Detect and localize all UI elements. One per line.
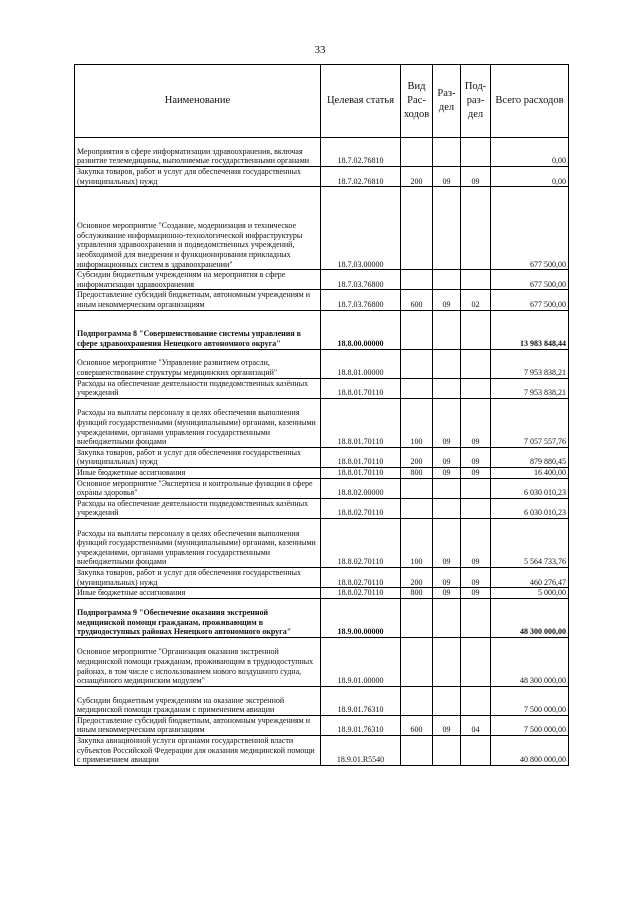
row-subsection: 09 xyxy=(461,167,491,187)
row-subsection xyxy=(461,498,491,518)
row-target-article: 18.8.01.70110 xyxy=(321,467,401,478)
row-section: 09 xyxy=(433,167,461,187)
row-subsection: 09 xyxy=(461,467,491,478)
row-name: Предоставление субсидий бюджетным, автономным учреждениям и иным некоммерческим организациям xyxy=(75,290,321,310)
table-row xyxy=(75,715,569,735)
row-name: Закупка авиационной услуги органами государственной власти субъектов Российской Федерации для оказания медицинской помощи с применением авиации xyxy=(75,735,321,765)
row-target-article: 18.8.02.70110 xyxy=(321,518,401,567)
row-target-article: 18.9.01.76310 xyxy=(321,715,401,735)
row-subsection: 09 xyxy=(461,588,491,599)
row-name: Субсидии бюджетным учреждениям на мероприятия в сфере информатизации здравоохранения xyxy=(75,270,321,290)
page-number: 33 xyxy=(314,44,326,56)
row-target-article: 18.8.01.70110 xyxy=(321,447,401,467)
row-target-article: 18.8.01.70110 xyxy=(321,398,401,447)
row-total: 677 500,00 xyxy=(491,270,569,290)
table-row xyxy=(75,349,569,378)
row-subsection: 09 xyxy=(461,398,491,447)
row-target-article: 18.9.00.00000 xyxy=(321,598,401,637)
row-expense-type: 100 xyxy=(401,398,433,447)
row-subsection: 09 xyxy=(461,567,491,587)
row-expense-type: 100 xyxy=(401,518,433,567)
row-name: Закупка товаров, работ и услуг для обеспечения государственных (муниципальных) нужд xyxy=(75,567,321,587)
header-total: Всего расходов xyxy=(491,65,569,138)
table-row xyxy=(75,187,569,270)
row-expense-type xyxy=(401,270,433,290)
row-section: 09 xyxy=(433,398,461,447)
row-name: Иные бюджетные ассигнования xyxy=(75,588,321,599)
row-subsection: 04 xyxy=(461,715,491,735)
row-expense-type: 600 xyxy=(401,290,433,310)
row-section: 09 xyxy=(433,567,461,587)
header-expense-type: Вид Рас- ходов xyxy=(401,65,433,138)
row-subsection xyxy=(461,270,491,290)
row-expense-type xyxy=(401,598,433,637)
row-total: 16 400,00 xyxy=(491,467,569,478)
row-section: 09 xyxy=(433,467,461,478)
row-expense-type xyxy=(401,498,433,518)
row-name: Расходы на выплаты персоналу в целях обеспечения выполнения функций государственными (муниципальными) органами, казенными учреждениями, органами управления государственными внебюджетными фондами xyxy=(75,518,321,567)
header-name: Наименование xyxy=(75,65,321,138)
row-section: 09 xyxy=(433,447,461,467)
row-total: 6 030 010,23 xyxy=(491,478,569,498)
row-total: 5 000,00 xyxy=(491,588,569,599)
table-header xyxy=(75,65,569,138)
row-subsection: 09 xyxy=(461,447,491,467)
row-total: 0,00 xyxy=(491,167,569,187)
row-total: 5 564 733,76 xyxy=(491,518,569,567)
row-total: 0,00 xyxy=(491,138,569,167)
table-row xyxy=(75,167,569,187)
table-row xyxy=(75,478,569,498)
row-section xyxy=(433,187,461,270)
row-target-article: 18.7.03.76800 xyxy=(321,270,401,290)
row-total: 879 880,45 xyxy=(491,447,569,467)
row-section xyxy=(433,498,461,518)
table-row xyxy=(75,310,569,349)
row-expense-type: 200 xyxy=(401,447,433,467)
row-name: Расходы на обеспечение деятельности подведомственных казённых учреждений xyxy=(75,378,321,398)
row-name: Подпрограмма 9 "Обеспечение оказания экстренной медицинской помощи гражданам, проживающим в труднодоступных районах Ненецкого автономного округа" xyxy=(75,598,321,637)
row-section xyxy=(433,637,461,686)
row-expense-type xyxy=(401,637,433,686)
row-name: Расходы на обеспечение деятельности подведомственных казённых учреждений xyxy=(75,498,321,518)
row-section: 09 xyxy=(433,588,461,599)
row-target-article: 18.8.02.70110 xyxy=(321,588,401,599)
row-target-article: 18.7.02.76810 xyxy=(321,167,401,187)
row-name: Основное мероприятие "Экспертиза и контрольные функции в сфере охраны здоровья" xyxy=(75,478,321,498)
row-total: 13 983 848,44 xyxy=(491,310,569,349)
row-expense-type: 800 xyxy=(401,467,433,478)
table-row xyxy=(75,598,569,637)
header-subsection: Под- раз- дел xyxy=(461,65,491,138)
row-target-article: 18.8.00.00000 xyxy=(321,310,401,349)
row-section: 09 xyxy=(433,290,461,310)
row-expense-type xyxy=(401,378,433,398)
table-row xyxy=(75,686,569,715)
row-section xyxy=(433,378,461,398)
row-name: Закупка товаров, работ и услуг для обеспечения государственных (муниципальных) нужд xyxy=(75,167,321,187)
table-row xyxy=(75,398,569,447)
row-subsection xyxy=(461,349,491,378)
row-total: 48 300 000,00 xyxy=(491,598,569,637)
row-name: Подпрограмма 8 "Совершенствование системы управления в сфере здравоохранения Ненецкого автономного округа" xyxy=(75,310,321,349)
row-section: 09 xyxy=(433,518,461,567)
row-subsection: 02 xyxy=(461,290,491,310)
row-subsection xyxy=(461,735,491,765)
row-target-article: 18.8.02.00000 xyxy=(321,478,401,498)
row-total: 460 276,47 xyxy=(491,567,569,587)
table-row xyxy=(75,467,569,478)
row-subsection xyxy=(461,686,491,715)
row-subsection: 09 xyxy=(461,518,491,567)
row-target-article: 18.7.02.76810 xyxy=(321,138,401,167)
row-total: 7 500 000,00 xyxy=(491,715,569,735)
row-name: Расходы на выплаты персоналу в целях обеспечения выполнения функций государственными (муниципальными) органами, казенными учреждениями, органами управления государственными внебюджетными фондами xyxy=(75,398,321,447)
row-expense-type: 200 xyxy=(401,567,433,587)
row-subsection xyxy=(461,138,491,167)
row-name: Закупка товаров, работ и услуг для обеспечения государственных (муниципальных) нужд xyxy=(75,447,321,467)
row-section xyxy=(433,686,461,715)
row-name: Предоставление субсидий бюджетным, автономным учреждениям и иным некоммерческим организациям xyxy=(75,715,321,735)
row-expense-type: 600 xyxy=(401,715,433,735)
row-target-article: 18.9.01.R5540 xyxy=(321,735,401,765)
row-expense-type xyxy=(401,735,433,765)
row-name: Основное мероприятие "Управление развитием отрасли, совершенствование структуры медицинских организаций" xyxy=(75,349,321,378)
row-section xyxy=(433,735,461,765)
row-expense-type xyxy=(401,686,433,715)
row-name: Мероприятия в сфере информатизации здравоохранения, включая развитие телемедицины, выполняемые государственными органами xyxy=(75,138,321,167)
row-target-article: 18.7.03.76800 xyxy=(321,290,401,310)
row-section xyxy=(433,349,461,378)
header-target-article: Целевая статья xyxy=(321,65,401,138)
row-expense-type: 800 xyxy=(401,588,433,599)
row-section xyxy=(433,478,461,498)
table-row xyxy=(75,735,569,765)
row-target-article: 18.9.01.00000 xyxy=(321,637,401,686)
header-section: Раз- дел xyxy=(433,65,461,138)
table-row xyxy=(75,138,569,167)
table-row xyxy=(75,518,569,567)
row-subsection xyxy=(461,187,491,270)
row-subsection xyxy=(461,310,491,349)
table-row xyxy=(75,498,569,518)
row-total: 6 030 010,23 xyxy=(491,498,569,518)
row-target-article: 18.8.01.70110 xyxy=(321,378,401,398)
row-target-article: 18.8.02.70110 xyxy=(321,498,401,518)
table-body xyxy=(75,138,569,766)
row-total: 7 953 838,21 xyxy=(491,349,569,378)
row-target-article: 18.8.02.70110 xyxy=(321,567,401,587)
row-section xyxy=(433,138,461,167)
table-row xyxy=(75,378,569,398)
row-total: 7 500 000,00 xyxy=(491,686,569,715)
table-row xyxy=(75,637,569,686)
row-total: 7 953 838,21 xyxy=(491,378,569,398)
row-section xyxy=(433,598,461,637)
row-subsection xyxy=(461,598,491,637)
row-section xyxy=(433,310,461,349)
row-section: 09 xyxy=(433,715,461,735)
row-name: Субсидии бюджетным учреждениям на оказание экстренной медицинской помощи гражданам с применением авиации xyxy=(75,686,321,715)
row-expense-type xyxy=(401,310,433,349)
row-section xyxy=(433,270,461,290)
row-name: Основное мероприятие "Организация оказания экстренной медицинской помощи гражданам, проживающим в труднодоступных районах, в том числе с использованием нового воздушного судна, оснащённого медицинским модулем" xyxy=(75,637,321,686)
row-expense-type xyxy=(401,138,433,167)
row-total: 48 300 000,00 xyxy=(491,637,569,686)
row-expense-type: 200 xyxy=(401,167,433,187)
row-name: Основное мероприятие "Создание, модернизация и техническое обслуживание информационно-технологической инфраструктуры управления здравоохранения и подведомственных учреждений, необходимой для внедрения и функционирования прикладных информационных систем в здравоохранении" xyxy=(75,187,321,270)
row-total: 677 500,00 xyxy=(491,290,569,310)
table-row xyxy=(75,588,569,599)
row-expense-type xyxy=(401,478,433,498)
row-total: 40 800 000,00 xyxy=(491,735,569,765)
row-subsection xyxy=(461,637,491,686)
row-expense-type xyxy=(401,349,433,378)
row-total: 677 500,00 xyxy=(491,187,569,270)
budget-table xyxy=(74,64,569,766)
table-row xyxy=(75,270,569,290)
row-subsection xyxy=(461,378,491,398)
row-total: 7 057 557,76 xyxy=(491,398,569,447)
row-name: Иные бюджетные ассигнования xyxy=(75,467,321,478)
row-target-article: 18.8.01.00000 xyxy=(321,349,401,378)
row-target-article: 18.7.03.00000 xyxy=(321,187,401,270)
table-row xyxy=(75,567,569,587)
table-row xyxy=(75,290,569,310)
table-row xyxy=(75,447,569,467)
row-expense-type xyxy=(401,187,433,270)
row-subsection xyxy=(461,478,491,498)
row-target-article: 18.9.01.76310 xyxy=(321,686,401,715)
